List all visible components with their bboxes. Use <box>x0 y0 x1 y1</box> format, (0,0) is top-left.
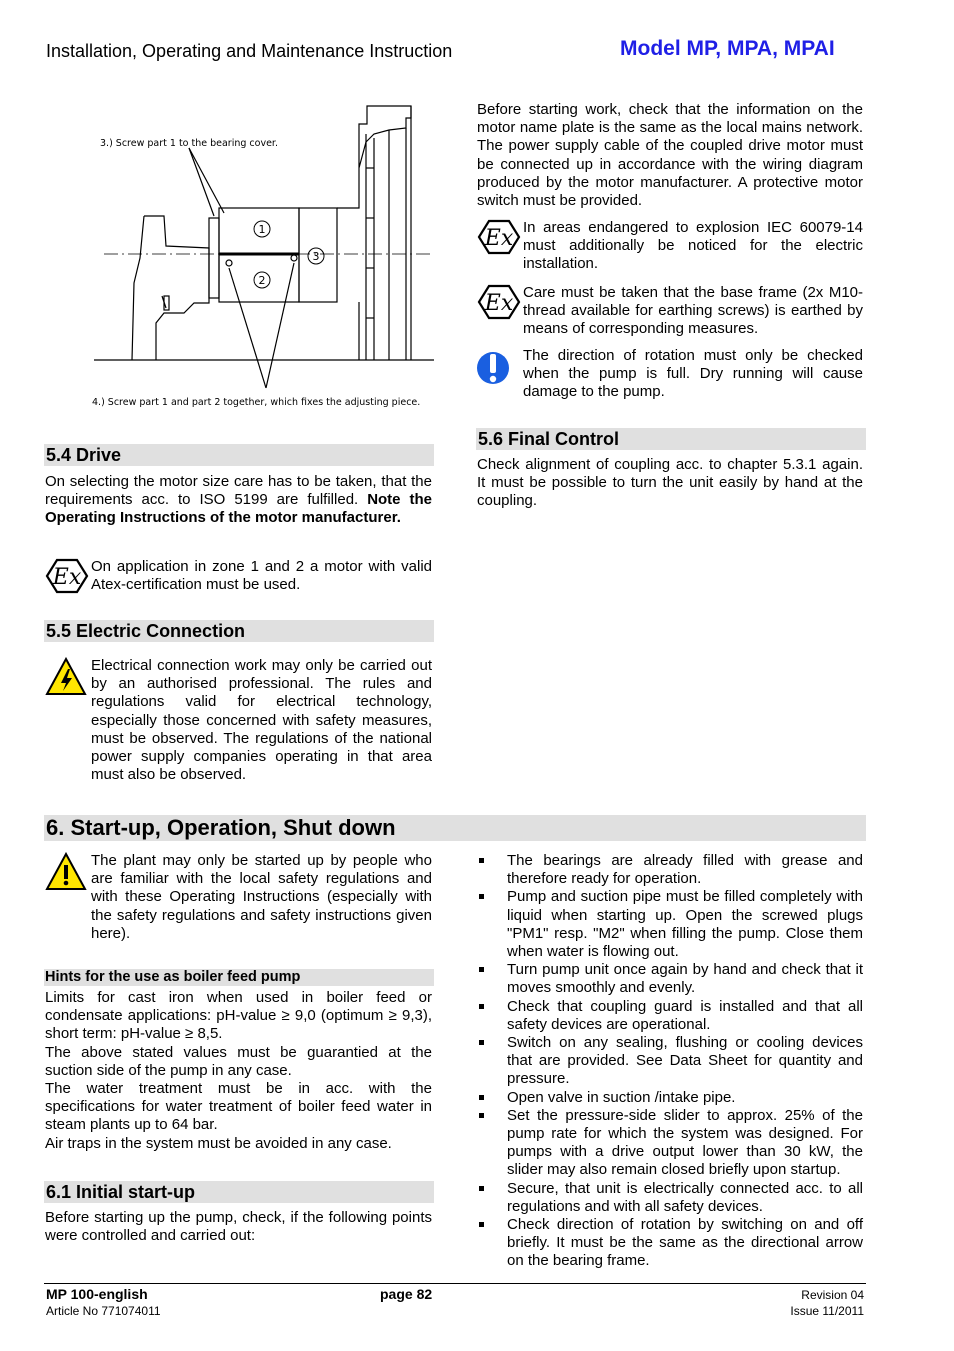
startup-checklist <box>477 852 863 1271</box>
explosion-protection-icon <box>45 558 91 599</box>
chapter-6-title: 6. Start-up, Operation, Shut down <box>44 815 866 841</box>
list-item: Check that coupling guard is installed and that all safety devices are operational. <box>477 998 863 1034</box>
electric-warning <box>45 657 432 784</box>
svg-text:Ex: Ex <box>484 291 514 316</box>
boiler-feed-p1: Limits for cast iron when used in boiler feed or condensate applications: pH-value ≥ 9,0 (optimum ≥ 9,3), short term: pH-value ≥ 8,5. <box>45 989 432 1043</box>
exclamation-icon <box>477 347 523 402</box>
list-item: Pump and suction pipe must be filled completely with liquid when starting up. Open the screwed plugs "PM1" resp. "M2" when filling the pump. Close them when water is flowing out. <box>477 888 863 961</box>
ex-note-drive <box>45 558 432 599</box>
part-3-label: 3 <box>312 250 320 263</box>
ex-note-earthing <box>477 284 863 339</box>
figure-caption-top: 3.) Screw part 1 to the bearing cover. <box>100 138 278 149</box>
boiler-feed-p2: The above stated values must be guarantied at the suction side of the pump in any case. <box>45 1043 432 1079</box>
electric-warning-text: Electrical connection work may only be carried out by an authorised professional. The rules and regulations valid for electrical technology, especially those concerned with safety measures, must be observed. The regulations of the national power supply companies operating in that area must also be observed. <box>91 657 432 784</box>
section-6-1-text: Before starting up the pump, check, if the following points were controlled and carried out: <box>45 1209 432 1245</box>
footer-doc-name: MP 100-english <box>46 1286 148 1302</box>
high-voltage-warning-icon <box>45 657 91 784</box>
motor-nameplate-text: Before starting work, check that the information on the motor name plate is the same as the local mains network. The power supply cable of the coupled drive motor must be connected up in accordance with the wiring diagram produced by the motor manufacturer. A protective motor switch must be provided. <box>477 101 863 210</box>
part-1-label: 1 <box>258 223 266 236</box>
boiler-feed-text <box>45 989 432 1153</box>
list-item: The bearings are already filled with grease and therefore ready for operation. <box>477 852 863 888</box>
ex-note-drive-text: On application in zone 1 and 2 a motor with valid Atex-certification must be used. <box>91 558 432 594</box>
list-item: Secure, that unit is electrically connected acc. to all regulations and with all safety devices. <box>477 1180 863 1216</box>
coupling-assembly-drawing <box>44 98 436 416</box>
section-5-4-body: On selecting the motor size care has to be taken, that the requirements acc. to ISO 5199 are fulfilled. <box>45 473 432 509</box>
section-5-5-title: 5.5 Electric Connection <box>44 620 434 642</box>
list-item: Turn pump unit once again by hand and check that it moves smoothly and evenly. <box>477 961 863 997</box>
rotation-attention-text: The direction of rotation must only be checked when the pump is full. Dry running will cause damage to the pump. <box>523 347 863 401</box>
section-6-1-title: 6.1 Initial start-up <box>44 1181 434 1203</box>
header-title: Installation, Operating and Maintenance Instruction <box>46 41 453 61</box>
footer-rule <box>44 1283 866 1284</box>
footer-page-number: page 82 <box>380 1286 433 1302</box>
list-item: Check direction of rotation by switching on and off briefly. It must be the same as the directional arrow on the bearing frame. <box>477 1216 863 1271</box>
ex-note-iec <box>477 219 863 274</box>
list-item: Switch on any sealing, flushing or cooling devices that are provided. See Data Sheet for quantity and pressure. <box>477 1034 863 1089</box>
section-5-6-title: 5.6 Final Control <box>476 428 866 450</box>
footer-article-no: Article No 771074011 <box>46 1304 161 1318</box>
warning-triangle-icon <box>45 852 91 943</box>
list-item: Set the pressure-side slider to approx. 25% of the pump rate for which the system was designed. For pumps with a drive output lower than 30 kW, the slider may also remain closed briefly upon startup. <box>477 1107 863 1180</box>
svg-text:Ex: Ex <box>52 565 82 590</box>
figure-caption-bottom: 4.) Screw part 1 and part 2 together, which fixes the adjusting piece. <box>92 397 421 408</box>
section-5-6-text: Check alignment of coupling acc. to chapter 5.3.1 again. It must be possible to turn the unit easily by hand at the coupling. <box>477 456 863 510</box>
rotation-attention-note <box>477 347 863 402</box>
startup-warning <box>45 852 432 943</box>
section-5-4-note: Note the Operating Instructions of the motor manufacturer. <box>45 491 433 527</box>
header-model: Model MP, MPA, MPAI <box>620 37 835 60</box>
part-2-label: 2 <box>258 274 266 287</box>
svg-text:Ex: Ex <box>484 226 514 251</box>
ex-note-iec-text: In areas endangered to explosion IEC 60079-14 must additionally be noticed for the electric installation. <box>523 219 863 273</box>
explosion-protection-icon <box>477 284 523 339</box>
boiler-feed-p4: Air traps in the system must be avoided in any case. <box>45 1134 392 1152</box>
boiler-feed-title: Hints for the use as boiler feed pump <box>44 969 434 986</box>
explosion-protection-icon <box>477 219 523 274</box>
footer-revision: Revision 04 <box>801 1288 864 1302</box>
list-item: Open valve in suction /intake pipe. <box>477 1089 863 1107</box>
boiler-feed-p3: The water treatment must be in acc. with the specifications for water treatment of boiler feed water in steam plants up to 64 bar. <box>45 1080 432 1134</box>
footer-issue: Issue 11/2011 <box>790 1304 864 1318</box>
ex-note-earthing-text: Care must be taken that the base frame (2x M10-thread available for earthing screws) is earthed by means of corresponding measures. <box>523 284 863 338</box>
section-5-4-text <box>45 473 432 528</box>
section-5-4-title: 5.4 Drive <box>44 444 434 466</box>
startup-warning-text: The plant may only be started up by people who are familiar with the local safety regulations and with these Operating Instructions (especially with the safety regulations and safety instructions given here). <box>91 852 432 942</box>
